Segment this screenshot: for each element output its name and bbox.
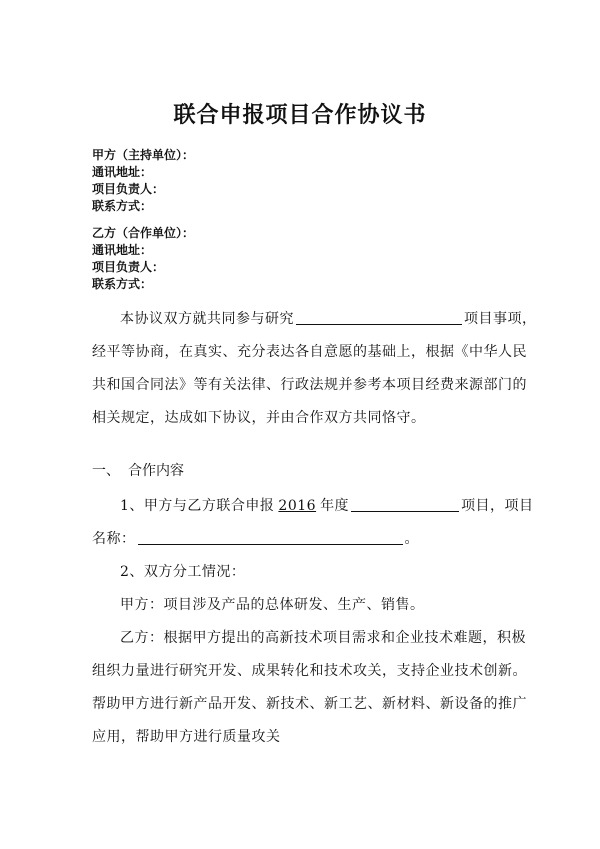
party-b-block bbox=[92, 225, 194, 293]
project-name-blank bbox=[138, 528, 403, 545]
item-1-line bbox=[92, 490, 534, 523]
item-1-name-line bbox=[92, 523, 520, 556]
intro-line-1 bbox=[92, 303, 537, 336]
project-type-blank bbox=[351, 495, 459, 512]
party-b-label: 乙方（合作单位）： bbox=[92, 226, 195, 240]
item-1-period: 。 bbox=[404, 531, 419, 547]
party-a-duty: 甲方：项目涉及产品的总体研发、生产、销售。 bbox=[120, 597, 425, 613]
item-1-start: 1、甲方与乙方联合申报 bbox=[120, 498, 275, 514]
section-1-content bbox=[92, 490, 534, 754]
party-a-address: 通讯地址： bbox=[92, 165, 153, 179]
party-a-block bbox=[92, 147, 194, 215]
party-b-duty-line-3: 帮助甲方进行新产品开发、新技术、新工艺、新材料、新设备的推广 bbox=[92, 696, 527, 712]
item-1-end: 项目，项目 bbox=[461, 498, 534, 514]
intro-line-2: 经平等协商，在真实、充分表达各自意愿的基础上，根据《中华人民 bbox=[92, 344, 527, 360]
party-a-leader: 项目负责人： bbox=[92, 182, 165, 196]
item-1-mid: 年度 bbox=[320, 498, 350, 514]
section-1-title: 合作内容 bbox=[128, 463, 184, 479]
party-b-leader: 项目负责人： bbox=[92, 260, 165, 274]
party-a-contact: 联系方式： bbox=[92, 199, 153, 213]
intro-line-1-start: 本协议双方就共同参与研究 bbox=[120, 311, 294, 327]
item-1-year: 2016 bbox=[278, 498, 317, 514]
section-1-number: 一、 bbox=[92, 463, 120, 479]
party-b-duty-line-1: 乙方：根据甲方提出的高新技术项目需求和企业技术难题，积极 bbox=[120, 630, 526, 646]
intro-line-1-end: 项目事项， bbox=[464, 311, 537, 327]
party-b-contact: 联系方式： bbox=[92, 277, 153, 291]
intro-line-3: 共和国合同法》等有关法律、行政法规并参考本项目经费来源部门的 bbox=[92, 377, 527, 393]
party-b-duty-line-2: 组织力量进行研究开发、成果转化和技术攻关，支持企业技术创新。 bbox=[92, 663, 527, 679]
page-title: 联合申报项目合作协议书 bbox=[173, 102, 427, 128]
party-b-duty-line-4: 应用，帮助甲方进行质量攻关 bbox=[92, 729, 281, 745]
project-name-label: 名称： bbox=[92, 531, 136, 547]
intro-paragraph bbox=[92, 303, 537, 435]
project-blank bbox=[296, 308, 462, 325]
item-2-line: 2、双方分工情况： bbox=[120, 564, 246, 580]
intro-line-4: 相关规定，达成如下协议，并由合作双方共同恪守。 bbox=[92, 410, 426, 426]
section-1-heading bbox=[92, 460, 184, 480]
party-a-label: 甲方（主持单位）： bbox=[92, 148, 195, 162]
party-b-address: 通讯地址： bbox=[92, 243, 153, 257]
